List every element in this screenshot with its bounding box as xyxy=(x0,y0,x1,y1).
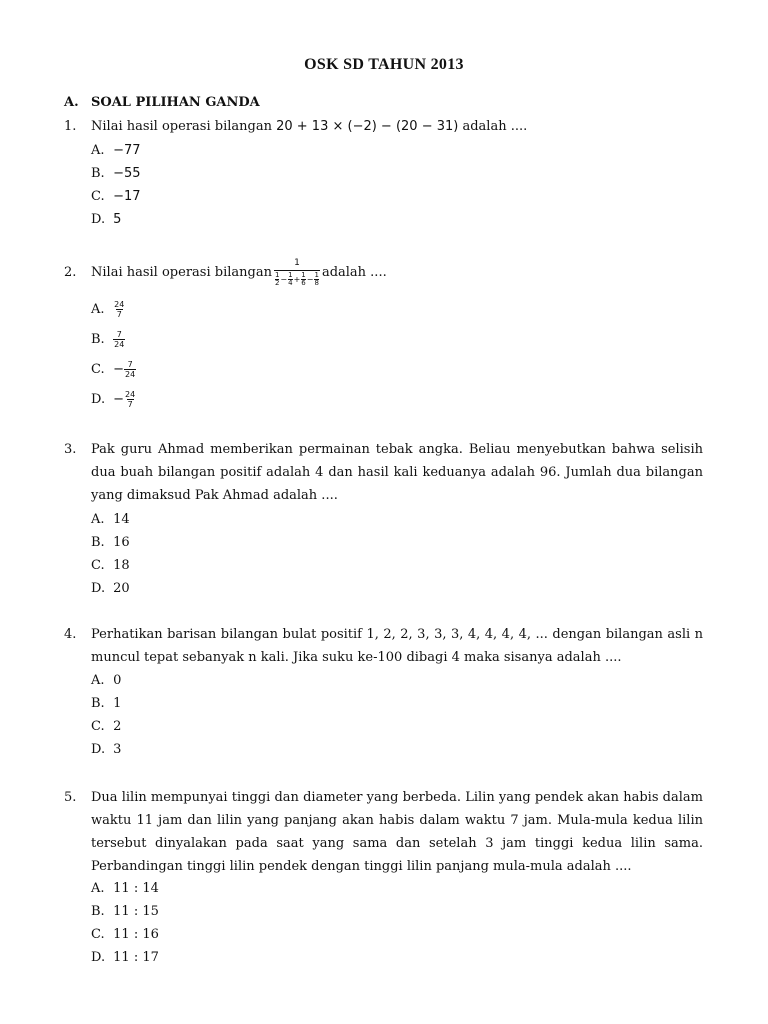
question-4-option-b: B. 1 xyxy=(91,696,122,711)
question-1-option-c: C. −17 xyxy=(91,189,141,204)
question-3-option-b: B. 16 xyxy=(91,535,130,550)
question-1-prefix: Nilai hasil operasi bilangan xyxy=(91,119,272,134)
question-1-option-a: A. −77 xyxy=(91,143,141,158)
question-2-suffix: adalah .... xyxy=(321,265,387,280)
question-4-option-c: C. 2 xyxy=(91,719,122,734)
section-heading xyxy=(64,95,260,110)
question-5-option-c: C. 11 : 16 xyxy=(91,927,159,942)
question-2-prefix: Nilai hasil operasi bilangan xyxy=(91,265,272,280)
question-2-option-b: B. $\frac{7}{24}$ xyxy=(91,330,125,349)
question-5-text: Dua lilin mempunyai tinggi dan diameter yang berbeda. Lilin yang pendek akan habis dalam waktu 11 jam dan lilin yang panjang akan habis dalam waktu 7 jam. Mula-mula kedua lilin tersebut dinyalakan pada saat yang sama dan setelah 3 jam tinggi kedua lilin sama. Perbandingan tinggi lilin pendek dengan tinggi lilin panjang mula-mula adalah .... xyxy=(91,790,703,874)
section-letter: A. xyxy=(64,95,79,110)
question-1-text xyxy=(91,115,703,138)
question-3-option-d: D. 20 xyxy=(91,581,130,596)
question-3-number: 3. xyxy=(64,442,77,457)
question-5-option-b: B. 11 : 15 xyxy=(91,904,159,919)
question-1-option-b: B. −55 xyxy=(91,166,141,181)
page-title: OSK SD TAHUN 2013 xyxy=(304,56,464,73)
question-4-text: Perhatikan barisan bilangan bulat positif 1, 2, 2, 3, 3, 3, 4, 4, 4, 4, ... dengan bilangan asli n muncul tepat sebanyak n kali. Jika suku ke-100 dibagi 4 maka sisanya adalah .... xyxy=(91,627,703,665)
fraction-numerator: 1 xyxy=(294,258,300,268)
question-5-number: 5. xyxy=(64,790,77,805)
question-4-option-d: D. 3 xyxy=(91,742,122,757)
question-2-option-a: A. $\frac{24}{7}$ xyxy=(91,300,125,319)
question-4-option-a: A. 0 xyxy=(91,673,122,688)
question-2-option-c: C. − $\frac{7}{24}$ xyxy=(91,360,136,379)
question-2-text xyxy=(91,258,387,287)
question-1-suffix: adalah .... xyxy=(462,119,528,134)
question-3-option-c: C. 18 xyxy=(91,558,130,573)
question-1-number: 1. xyxy=(64,119,77,134)
question-2-compound-fraction xyxy=(274,258,320,287)
question-5-option-d: D. 11 : 17 xyxy=(91,950,159,965)
question-5-option-a: A. 11 : 14 xyxy=(91,881,159,896)
question-3-text: Pak guru Ahmad memberikan permainan tebak angka. Beliau menyebutkan bahwa selisih dua buah bilangan positif adalah 4 dan hasil kali keduanya adalah 96. Jumlah dua bilangan yang dimaksud Pak Ahmad adalah .... xyxy=(91,442,703,503)
section-label: SOAL PILIHAN GANDA xyxy=(91,95,260,110)
fraction-denominator: 1 2 − $\frac{1}{4}$ + $\frac{1}{6}$ − $\frac{1}{8}$ xyxy=(274,271,319,287)
question-1-expression: 20 + 13 × (−2) − (20 − 31) xyxy=(276,119,459,134)
question-1-option-d: D. 5 xyxy=(91,212,122,227)
question-4-number: 4. xyxy=(64,627,77,642)
question-2-option-d: D. − $\frac{24}{7}$ xyxy=(91,390,136,409)
question-2-number: 2. xyxy=(64,265,77,280)
question-3-option-a: A. 14 xyxy=(91,512,130,527)
